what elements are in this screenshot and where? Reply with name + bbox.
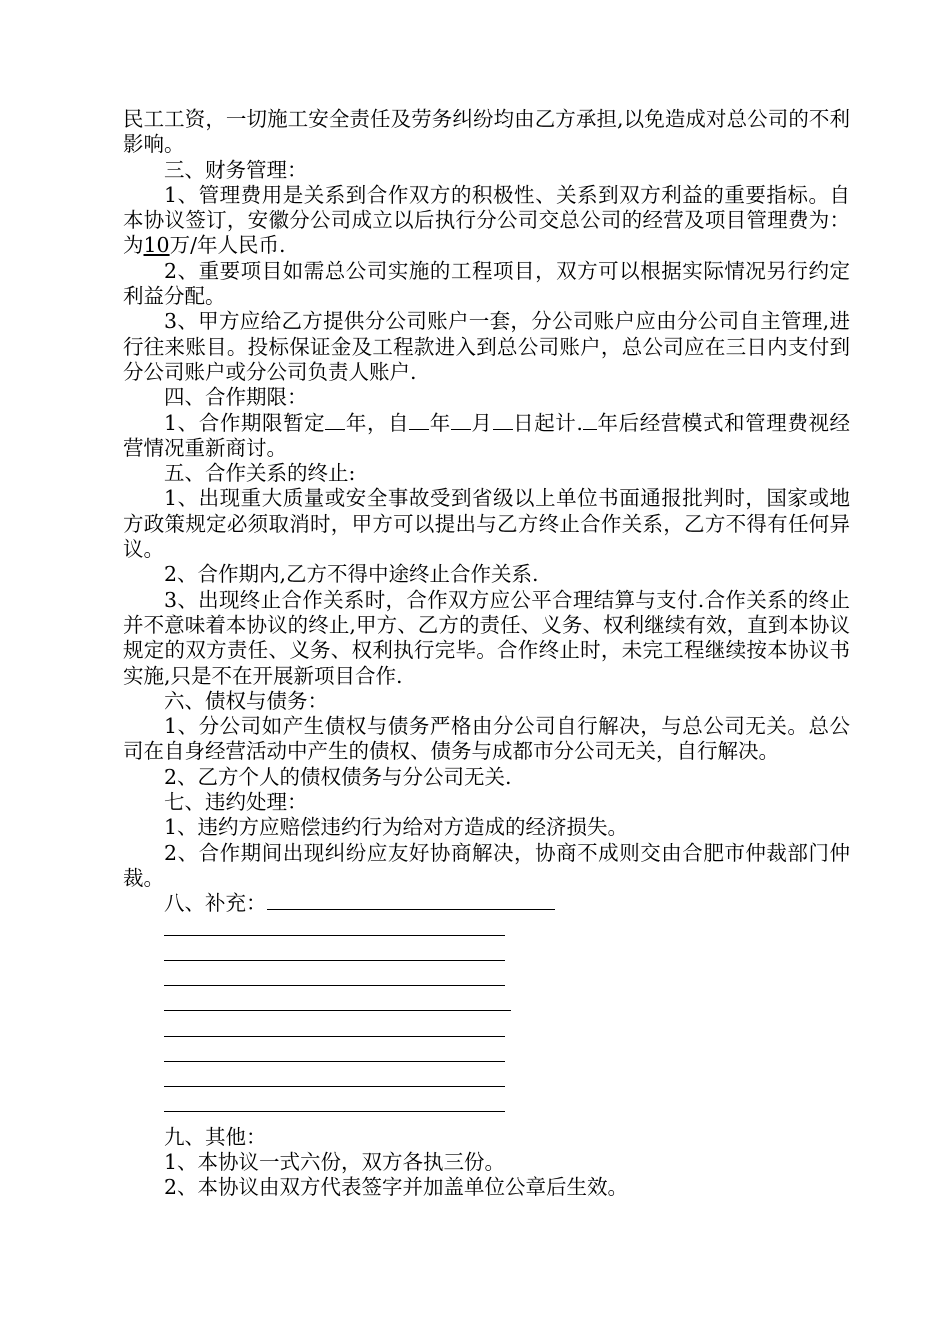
blank-start-month <box>451 411 471 430</box>
clause-6-1: 1、分公司如产生债权与债务严格由分公司自行解决，与总公司无关。总公司在自身经营活动中产生的债权、债务与成都市分公司无关，自行解决。 <box>123 714 850 764</box>
clause-3-1: 1、管理费用是关系到合作双方的积极性、关系到双方利益的重要指标。自本协议签订，安徽分公司成立以后执行分公司交总公司的经营及项目管理费为：为10万/年人民币. <box>123 182 850 258</box>
supplement-blank-line <box>267 891 555 910</box>
management-fee-amount: 10 <box>143 233 170 258</box>
clause-7-1: 1、违约方应赔偿违约行为给对方造成的经济损失。 <box>164 815 629 840</box>
blank-review-years <box>583 411 597 430</box>
section-heading-term: 四、合作期限： <box>164 385 308 410</box>
supplement-line <box>164 935 505 936</box>
section-heading-finance: 三、财务管理： <box>164 157 308 182</box>
blank-start-year <box>409 411 429 430</box>
supplement-line <box>164 1036 505 1037</box>
clause-6-2: 2、乙方个人的债权债务与分公司无关. <box>164 764 512 789</box>
section-heading-termination: 五、合作关系的终止: <box>164 461 356 486</box>
supplement-line <box>164 1061 505 1062</box>
clause-3-3: 3、甲方应给乙方提供分公司账户一套，分公司账户应由分公司自主管理,进行往来账目。投标保证金及工程款进入到总公司账户，总公司应在三日内支付到分公司账户或分公司负责人账户. <box>123 309 850 384</box>
supplement-line <box>164 985 505 986</box>
section-heading-other: 九、其他： <box>164 1124 267 1149</box>
clause-5-2: 2、合作期内,乙方不得中途终止合作关系. <box>164 562 539 587</box>
clause-7-2: 2、合作期间出现纠纷应友好协商解决，协商不成则交由合肥市仲裁部门仲裁。 <box>123 840 850 890</box>
clause-9-2: 2、本协议由双方代表签字并加盖单位公章后生效。 <box>164 1175 629 1200</box>
clause-3-2: 2、重要项目如需总公司实施的工程项目，双方可以根据实际情况另行约定利益分配。 <box>123 258 850 309</box>
blank-years <box>325 411 345 430</box>
supplement-line <box>164 960 505 961</box>
clause-4-1: 1、合作期限暂定 年，自 年 月 日起计. 年后经营模式和管理费视经营情况重新商讨。 <box>123 410 851 460</box>
supplement-lines-area <box>123 917 850 1125</box>
section-heading-debts: 六、债权与债务： <box>164 688 328 713</box>
blank-start-day <box>493 411 513 430</box>
clause-5-1: 1、出现重大质量或安全事故受到省级以上单位书面通报批判时，国家或地方政策规定必须取消时，甲方可以提出与乙方终止合作关系，乙方不得有任何异议。 <box>123 486 850 562</box>
section-heading-supplement: 八、补充： <box>123 891 850 916</box>
section-heading-breach: 七、违约处理： <box>164 790 308 815</box>
clause-5-3: 3、出现终止合作关系时，合作双方应公平合理结算与支付.合作关系的终止并不意味着本协议的终止,甲方、乙方的责任、义务、权利继续有效，直到本协议规定的双方责任、义务、权利执行完毕。合作终止时，未完工程继续按本协议书实施,只是不在开展新项目合作. <box>123 587 850 688</box>
clause-9-1: 1、本协议一式六份，双方各执三份。 <box>164 1149 506 1174</box>
supplement-line <box>164 1111 505 1112</box>
document-page <box>123 107 850 1200</box>
supplement-line <box>164 1086 505 1087</box>
supplement-line <box>164 1010 511 1011</box>
paragraph-continuation: 民工工资，一切施工安全责任及劳务纠纷均由乙方承担,以免造成对总公司的不利影响。 <box>123 107 850 157</box>
